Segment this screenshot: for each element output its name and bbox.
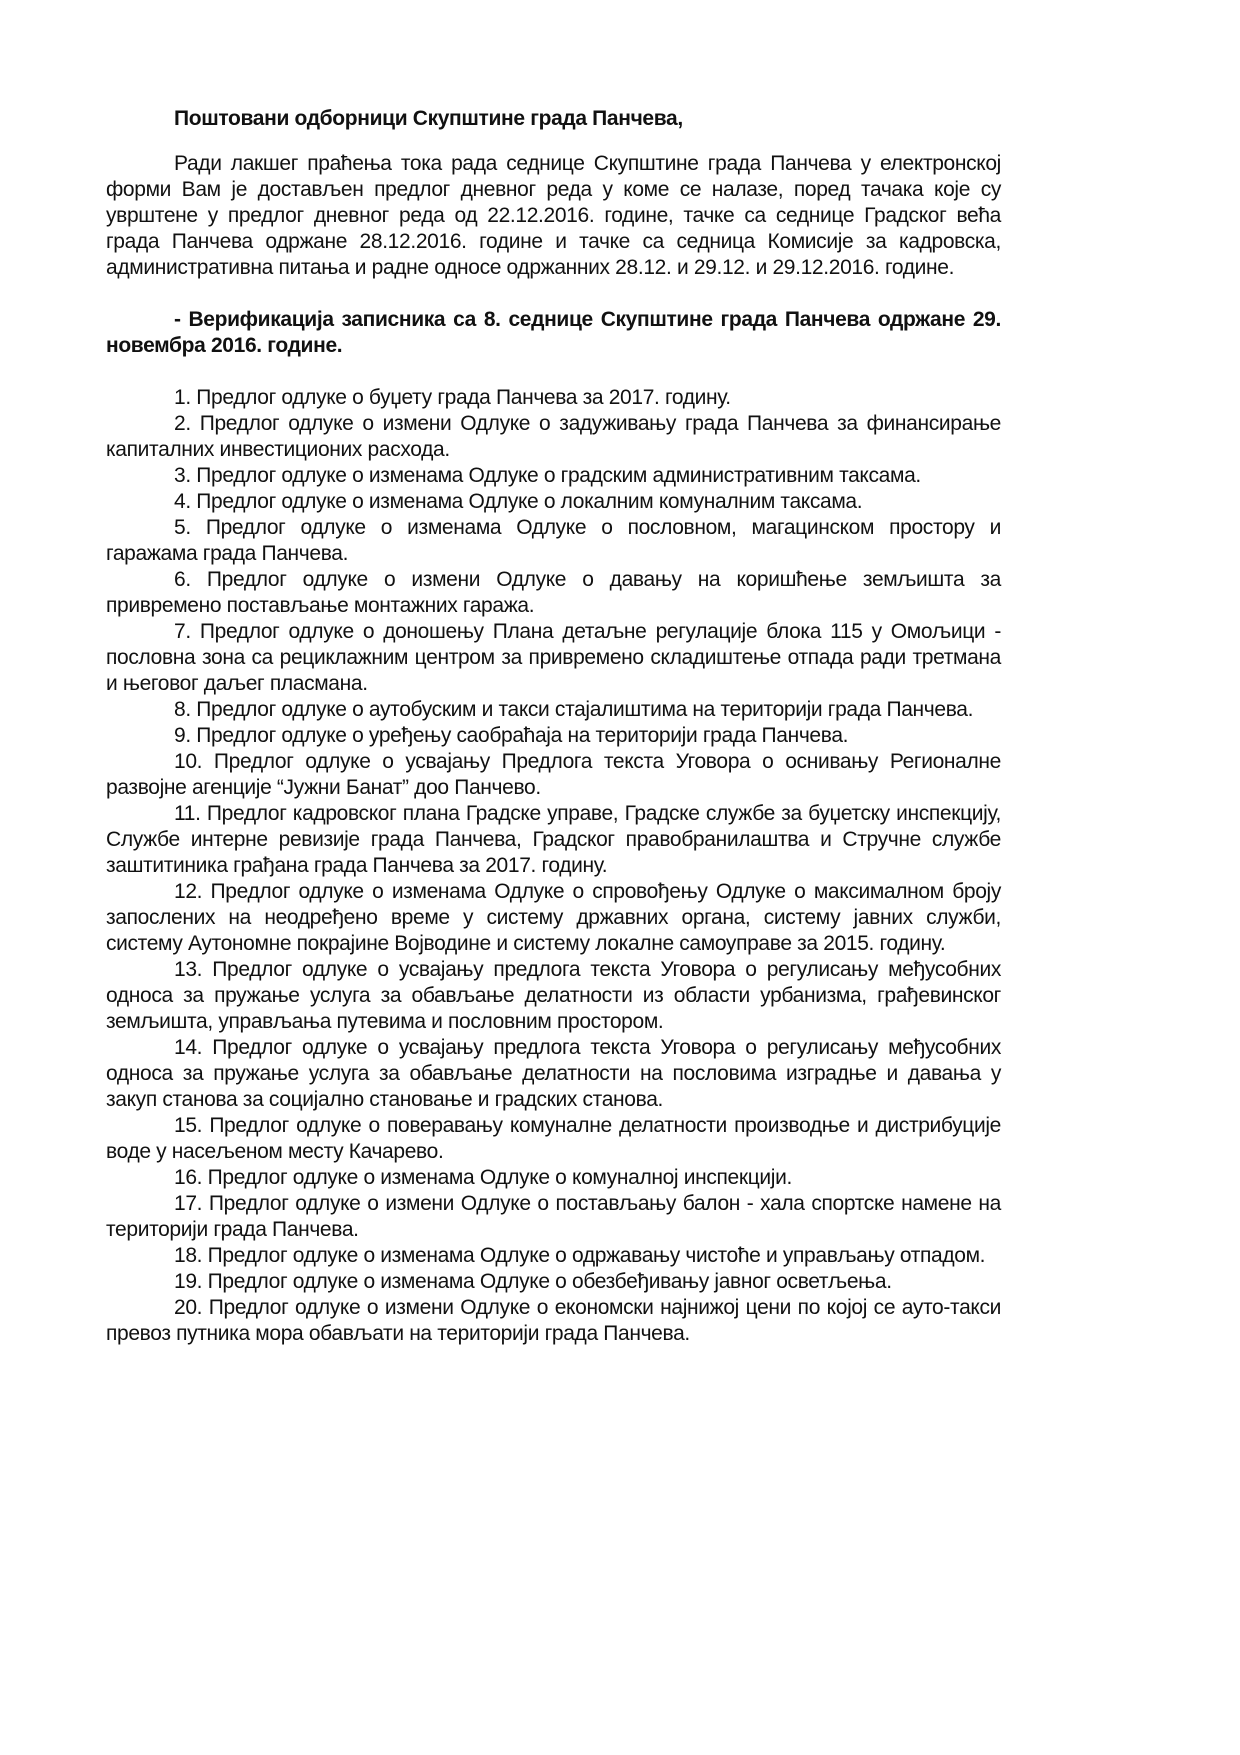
agenda-item: 18. Предлог одлуке о изменама Одлуке о одржавању чистоће и управљању отпадом. xyxy=(174,1244,986,1267)
minutes-verification-item: - Верификација записника са 8. седнице Скупштине града Панчева одржане 29. новембра 2016. године. xyxy=(106,308,1001,357)
agenda-item: 20. Предлог одлуке о измени Одлуке о економски најнижој цени по којој се ауто-такси превоз путника мора обављати на територији града Панчева. xyxy=(106,1296,1001,1345)
greeting-heading: Поштовани одборници Скупштине града Панчева, xyxy=(174,107,683,130)
agenda-item: 12. Предлог одлуке о изменама Одлуке о спровођењу Одлуке о максималном броју запослених на неодређено време у систему државних органа, систему јавних служби, систему Аутономне покрајине Војводине и систему локалне самоуправе за 2015. годину. xyxy=(106,880,1001,955)
agenda-item: 4. Предлог одлуке о изменама Одлуке о локалним комуналним таксама. xyxy=(174,490,863,513)
agenda-item: 19. Предлог одлуке о изменама Одлуке о обезбеђивању јавног осветљења. xyxy=(174,1270,892,1293)
agenda-item: 16. Предлог одлуке о изменама Одлуке о комуналној инспекцији. xyxy=(174,1166,792,1189)
agenda-item: 8. Предлог одлуке о аутобуским и такси стајалиштима на територији града Панчева. xyxy=(174,698,974,721)
agenda-list xyxy=(106,385,1001,1347)
agenda-item: 3. Предлог одлуке о изменама Одлуке о градским административним таксама. xyxy=(174,464,921,487)
agenda-item: 2. Предлог одлуке о измени Одлуке о задуживању града Панчева за финансирање капиталних инвестиционих расхода. xyxy=(106,412,1001,461)
agenda-item: 14. Предлог одлуке о усвајању предлога текста Уговора о регулисању међусобних односа за пружање услуга за обављање делатности на пословима изградње и давања у закуп станова за социјално становање и градских станова. xyxy=(106,1036,1001,1111)
agenda-item: 15. Предлог одлуке о поверавању комуналне делатности производње и дистрибуције воде у насељеном месту Качарево. xyxy=(106,1114,1001,1163)
agenda-item: 17. Предлог одлуке о измени Одлуке о постављању балон - хала спортске намене на територији града Панчева. xyxy=(106,1192,1001,1241)
agenda-item: 13. Предлог одлуке о усвајању предлога текста Уговора о регулисању међусобних односа за пружање услуга за обављање делатности из области урбанизма, грађевинског земљишта, управљања путевима и пословним простором. xyxy=(106,958,1001,1033)
agenda-item: 9. Предлог одлуке о уређењу саобраћаја на територији града Панчева. xyxy=(174,724,849,747)
document-page xyxy=(106,106,1001,1347)
agenda-item: 11. Предлог кадровског плана Градске управе, Градске службе за буџетску инспекцију, Службе интерне ревизије града Панчева, Градског правобранилаштва и Стручне службе заштитиника грађана града Панчева за 2017. годину. xyxy=(106,802,1001,877)
intro-paragraph: Ради лакшег праћења тока рада седнице Скупштине града Панчева у електронској форми Вам је достављен предлог дневног реда у коме се налазе, поред тачака које су уврштене у предлог дневног реда од 22.12.2016. године, тачке са седнице Градског већа града Панчева одржане 28.12.2016. године и тачке са седница Комисије за кадровска, административна питања и радне односе одржанних 28.12. и 29.12. и 29.12.2016. године. xyxy=(106,152,1001,279)
agenda-item: 7. Предлог одлуке о доношењу Плана детаљне регулације блока 115 у Омољици - пословна зона са рециклажним центром за привремено складиштење отпада ради третмана и његовог даљег пласмана. xyxy=(106,620,1001,695)
agenda-item: 10. Предлог одлуке о усвајању Предлога текста Уговора о оснивању Регионалне развојне агенције “Јужни Банат” доо Панчево. xyxy=(106,750,1001,799)
agenda-item: 6. Предлог одлуке о измени Одлуке о давању на коришћење земљишта за привремено постављање монтажних гаража. xyxy=(106,568,1001,617)
agenda-item: 1. Предлог одлуке о буџету града Панчева за 2017. годину. xyxy=(174,386,731,409)
agenda-item: 5. Предлог одлуке о изменама Одлуке о пословном, магацинском простору и гаражама града Панчева. xyxy=(106,516,1001,565)
